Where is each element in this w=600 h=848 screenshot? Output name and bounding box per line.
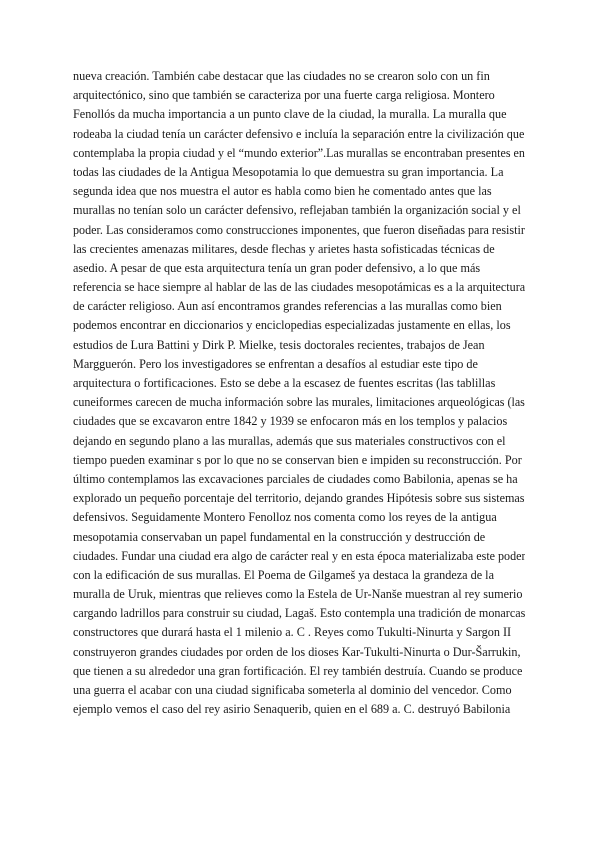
text-line: podemos encontrar en diccionarios y enciclopedias especializadas justamente en ellas, los xyxy=(73,318,511,333)
text-line: poder. Las consideramos como construcciones imponentes, que fueron diseñadas para resistir xyxy=(73,222,525,237)
text-line: las crecientes amenazas militares, desde flechas y arietes hasta sofisticadas técnicas de xyxy=(73,241,495,256)
text-line: segunda idea que nos muestra el autor es habla como bien he comentado antes que las xyxy=(73,184,492,199)
text-line: ciudades. Fundar una ciudad era algo de carácter real y en esta época materializaba este poder xyxy=(73,548,526,563)
text-line: que tienen a su alrededor una gran fortificación. El rey también destruía. Cuando se produce xyxy=(73,663,523,678)
text-line: contemplaba la propia ciudad y el “mundo exterior”.Las murallas se encontraban presentes en xyxy=(73,145,525,160)
text-line: referencia se hace siempre al hablar de las de las ciudades mesopotámicas es a la arquitectura xyxy=(73,280,525,295)
text-line: constructores que durará hasta el 1 milenio a. C . Reyes como Tukulti-Ninurta y Sargon II xyxy=(73,625,512,640)
body-paragraph xyxy=(73,67,525,719)
text-line: ciudades que se excavaron entre 1842 y 1939 se enfocaron más en los templos y palacios xyxy=(73,414,508,429)
text-line: una guerra el acabar con una ciudad significaba someterla al dominio del vencedor. Como xyxy=(73,683,512,697)
text-line: mesopotamia conservaban un papel fundamental en la construcción y destrucción de xyxy=(73,529,486,544)
text-line: dejando en segundo plano a las murallas, además que sus materiales constructivos con el xyxy=(73,433,506,448)
text-line: Margguerón. Pero los investigadores se enfrentan a desafíos al estudiar este tipo de xyxy=(73,356,478,371)
text-line: murallas no tenían solo un carácter defensivo, reflejaban también la organización social y el xyxy=(73,203,521,218)
text-line: nueva creación. También cabe destacar que las ciudades no se crearon solo con un fin xyxy=(73,69,490,83)
text-line: todas las ciudades de la Antigua Mesopotamia lo que demuestra su gran importancia. La xyxy=(73,164,504,179)
text-line: arquitectónico, sino que también se caracteriza por una fuerte carga religiosa. Montero xyxy=(73,88,495,103)
text-line: tiempo pueden examinar s por lo que no se conservan bien e impiden su reconstrucción. Por xyxy=(73,452,522,467)
text-line: de carácter religioso. Aun así encontramos grandes referencias a las murallas como bien xyxy=(73,299,502,314)
text-line: defensivos. Seguidamente Montero Fenolloz nos comenta como los reyes de la antigua xyxy=(73,510,497,525)
text-line: construyeron grandes ciudades por orden de los dioses Kar-Tukulti-Ninurta o Dur-Šarrukin, xyxy=(73,644,521,659)
text-line: cuneiformes carecen de mucha información sobre las murales, limitaciones arqueológicas (las xyxy=(73,395,525,410)
text-line: rodeaba la ciudad tenía un carácter defensivo e incluía la separación entre la civilización que xyxy=(73,126,525,141)
text-line: explorado un pequeño porcentaje del territorio, dejando grandes Hipótesis sobre sus sistemas xyxy=(73,491,525,506)
text-line: Fenollós da mucha importancia a un punto clave de la ciudad, la muralla. La muralla que xyxy=(73,107,507,122)
text-line: cargando ladrillos para construir su ciudad, Lagaš. Esto contempla una tradición de monarcas xyxy=(73,606,525,621)
text-line: último contemplamos las excavaciones parciales de ciudades como Babilonia, apenas se ha xyxy=(73,471,518,486)
text-line: con la edificación de sus murallas. El Poema de Gilgameš ya destaca la grandeza de la xyxy=(73,567,494,582)
text-line: estudios de Lura Battini y Dirk P. Mielke, tesis doctorales recientes, trabajos de Jean xyxy=(73,337,485,352)
text-line: arquitectura o fortificaciones. Esto se debe a la escasez de fuentes escritas (las tablillas xyxy=(73,376,496,390)
text-line: asedio. A pesar de que esta arquitectura tenía un gran poder defensivo, a lo que más xyxy=(73,260,481,275)
text-line: muralla de Uruk, mientras que relieves como la Estela de Ur-Nanše muestran al rey sumerio xyxy=(73,587,523,602)
text-line: ejemplo vemos el caso del rey asirio Senaquerib, quien en el 689 a. C. destruyó Babilonia xyxy=(73,702,511,717)
